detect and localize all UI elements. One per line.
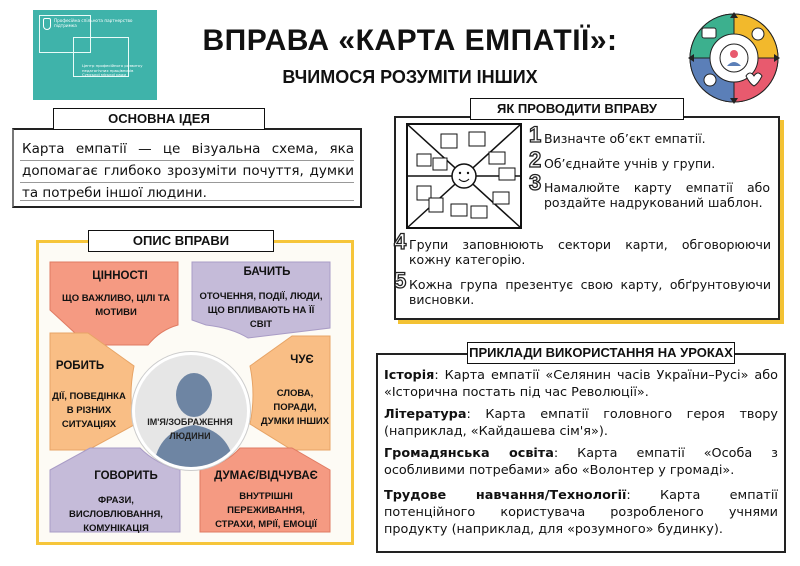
sector-title-values: ЦІННОСТІ xyxy=(92,270,148,282)
example-civics xyxy=(384,445,778,479)
logo-line-1: Професійна спільнота партнерство підтримка xyxy=(54,18,133,28)
sector-title-says: ГОВОРИТЬ xyxy=(94,470,158,482)
example-technology-subject: Трудове навчання/Технології xyxy=(384,488,627,503)
how-to-label: ЯК ПРОВОДИТИ ВПРАВУ xyxy=(470,98,684,120)
main-idea-text: Карта емпатії — це візуальна схема, яка допомагає глибоко зрозуміти почуття, думки та потреби іншої людини. xyxy=(22,141,354,201)
step-1-text: Визначте об’єкт емпатії. xyxy=(544,131,706,146)
step-5-text: Кожна група презентує свою карту, обґрунтовуючи висновки. xyxy=(409,277,771,307)
example-literature-text: : Карта емпатії головного героя твору (наприклад, «Кайдашева сім'я»). xyxy=(384,407,778,439)
example-history xyxy=(384,367,778,401)
example-technology-text: : Карта емпатії потенційного користувача розробленого учнями продукту (наприклад, для «розумного» будинку). xyxy=(384,488,778,537)
step-4-text: Групи заповнюють сектори карти, обговорюючи кожну категорію. xyxy=(409,237,771,267)
sector-text-sees: ОТОЧЕННЯ, ПОДІЇ, ЛЮДИ, ЩО ВПЛИВАЮТЬ НА ЇЇ СВІТ xyxy=(199,291,323,330)
sector-text-thinks-feels: ВНУТРІШНІ ПЕРЕЖИВАННЯ, СТРАХИ, МРІЇ, ЕМОЦІЇ xyxy=(215,491,317,530)
page-subtitle: ВЧИМОСЯ РОЗУМІТИ ІНШИХ xyxy=(282,67,538,87)
person-avatar xyxy=(132,352,250,470)
example-civics-text: : Карта емпатії «Особа з особливими потребами» або «Волонтер у громаді». xyxy=(384,446,778,478)
main-idea-label: ОСНОВНА ІДЕЯ xyxy=(53,108,265,130)
sector-title-sees: БАЧИТЬ xyxy=(243,266,291,278)
example-history-text: : Карта емпатії «Селянин часів України–Русі» або «Історична постать під час Революції». xyxy=(384,368,778,400)
example-literature xyxy=(384,406,778,440)
example-civics-subject: Громадянська освіта xyxy=(384,446,554,461)
sector-title-hears: ЧУЄ xyxy=(290,354,314,366)
step-2-text: Об’єднайте учнів у групи. xyxy=(544,156,716,171)
person-center-label: ІМ'Я/ЗОБРАЖЕННЯ ЛЮДИНИ xyxy=(147,417,233,441)
step-5-number: 5 xyxy=(394,268,407,293)
step-4-number: 4 xyxy=(394,229,407,254)
example-technology xyxy=(384,487,778,538)
description-label: ОПИС ВПРАВИ xyxy=(88,230,274,252)
sector-text-values: ЩО ВАЖЛИВО, ЦІЛІ ТА МОТИВИ xyxy=(62,293,170,318)
sector-title-does: РОБИТЬ xyxy=(55,360,105,372)
step-3-text: Намалюйте карту емпатії або роздайте надрукований шаблон. xyxy=(544,180,770,210)
page-title: ВПРАВА «КАРТА ЕМПАТІЇ»: xyxy=(202,24,618,57)
example-literature-subject: Література xyxy=(384,407,467,422)
step-3-number: 3 xyxy=(529,170,542,195)
examples-label: ПРИКЛАДИ ВИКОРИСТАННЯ НА УРОКАХ xyxy=(467,342,735,364)
sector-text-says: ФРАЗИ, ВИСЛОВЛЮВАННЯ, КОМУНІКАЦІЯ xyxy=(69,495,163,534)
sector-title-thinks-feels: ДУМАЄ/ВІДЧУВАЄ xyxy=(214,470,318,482)
logo-line-2: Центр професійного розвитку педагогічних працівників Сумської міської ради xyxy=(82,63,143,78)
step-2-number: 2 xyxy=(529,147,542,172)
example-history-subject: Історія xyxy=(384,368,435,383)
sector-text-hears: СЛОВА, ПОРАДИ, ДУМКИ ІНШИХ xyxy=(260,388,330,427)
step-1-number: 1 xyxy=(529,122,542,147)
sector-text-does: ДІЇ, ПОВЕДІНКА В РІЗНИХ СИТУАЦІЯХ xyxy=(52,391,126,430)
